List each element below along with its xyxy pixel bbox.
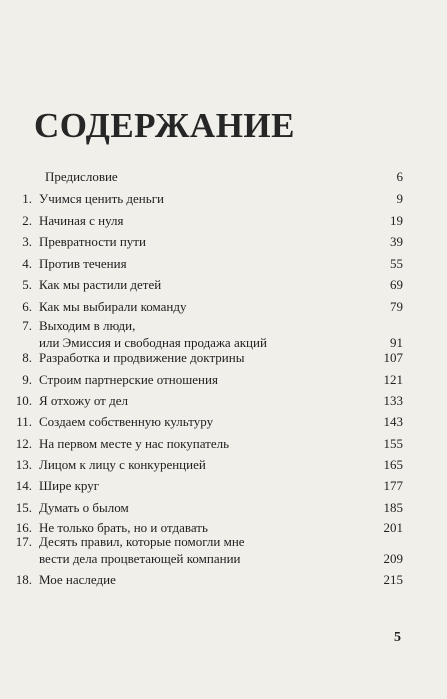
- toc-entry-page: 121: [383, 372, 403, 387]
- toc-entry-title-line: Выходим в люди,: [39, 318, 136, 333]
- toc-entry-number: 7.: [22, 318, 32, 333]
- toc-entry-title: [39, 392, 339, 409]
- toc-entry-number: 12.: [15, 436, 32, 451]
- toc-entry-title: [39, 456, 339, 473]
- toc-entry-title: [39, 276, 339, 293]
- toc-entry-number: 3.: [22, 234, 32, 249]
- toc-entry-page: 39: [390, 234, 403, 249]
- toc-entry-page: 209: [383, 551, 403, 566]
- toc-entry-page: 201: [383, 520, 403, 535]
- toc-entry-title-line: или Эмиссия и свободная продажа акций: [39, 335, 267, 350]
- toc-entry-title: [45, 168, 345, 185]
- toc-entry-page: 133: [383, 393, 403, 408]
- toc-entry-number: 15.: [15, 500, 32, 515]
- toc-entry-number: 6.: [22, 299, 32, 314]
- toc-entry-title: [39, 371, 339, 388]
- toc-entry-title-line: Шире круг: [39, 478, 100, 493]
- toc-entry-title-line: Не только брать, но и отдавать: [39, 520, 208, 535]
- toc-entry-title-line: Учимся ценить деньги: [39, 191, 164, 206]
- toc-entry-title-line: Как мы выбирали команду: [39, 299, 187, 314]
- toc-entry-page: 107: [383, 350, 403, 365]
- toc-entry-page: 155: [383, 436, 403, 451]
- toc-entry-number: 8.: [22, 350, 32, 365]
- toc-entry-number: 1.: [22, 191, 32, 206]
- toc-entry-title: [39, 212, 339, 229]
- toc-entry-page: 91: [390, 335, 403, 350]
- toc-entry-number: 13.: [15, 457, 32, 472]
- toc-entry-title-line: Против течения: [39, 256, 127, 271]
- toc-entry-title: [39, 499, 339, 516]
- toc-entry-number: 2.: [22, 213, 32, 228]
- toc-entry-title: [39, 233, 339, 250]
- toc-entry-title: [39, 435, 339, 452]
- page-title: СОДЕРЖАНИЕ: [34, 106, 296, 145]
- toc-entry-title-line: Я отхожу от дел: [39, 393, 128, 408]
- toc-entry-number: 10.: [15, 393, 32, 408]
- toc-entry-title: [39, 349, 339, 366]
- toc-entry-title: [39, 413, 339, 430]
- toc-entry-title-line: На первом месте у нас покупатель: [39, 436, 230, 451]
- toc-entry-title-line: Десять правил, которые помогли мне: [39, 534, 245, 549]
- toc-entry-page: 177: [383, 478, 403, 493]
- toc-entry-page: 185: [383, 500, 403, 515]
- toc-entry-page: 143: [383, 414, 403, 429]
- toc-entry-title-line: Предисловие: [45, 169, 118, 184]
- toc-entry-title-line: Думать о былом: [39, 500, 129, 515]
- toc-entry-title: [39, 477, 339, 494]
- toc-entry-title-line: Как мы растили детей: [39, 277, 162, 292]
- toc-entry-number: 17.: [15, 534, 32, 549]
- toc-entry-page: 69: [390, 277, 403, 292]
- toc-entry-page: 9: [396, 191, 403, 206]
- toc-entry-title: [39, 571, 339, 588]
- toc-entry-title-line: Лицом к лицу с конкуренцией: [39, 457, 206, 472]
- toc-entry-number: 4.: [22, 256, 32, 271]
- toc-entry-page: 165: [383, 457, 403, 472]
- toc-entry-page: 55: [390, 256, 403, 271]
- toc-entry-title-line: Мое наследие: [39, 572, 116, 587]
- toc-entry-number: 14.: [15, 478, 32, 493]
- toc-entry-title-line: Превратности пути: [39, 234, 146, 249]
- toc-entry-number: 11.: [16, 414, 32, 429]
- toc-entry-number: 16.: [15, 520, 32, 535]
- toc-entry-title-line: Разработка и продвижение доктрины: [39, 350, 245, 365]
- page-number: 5: [394, 630, 401, 645]
- toc-entry-title-line: вести дела процветающей компании: [39, 551, 241, 566]
- toc-entry-page: 215: [383, 572, 403, 587]
- toc-entry-title-line: Начиная с нуля: [39, 213, 124, 228]
- toc-entry-number: 5.: [22, 277, 32, 292]
- toc-entry-title: [39, 190, 339, 207]
- toc-entry-page: 79: [390, 299, 403, 314]
- toc-entry-number: 18.: [15, 572, 32, 587]
- toc-entry-number: 9.: [22, 372, 32, 387]
- toc-entry-title-line: Строим партнерские отношения: [39, 372, 218, 387]
- toc-entry-title-line: Создаем собственную культуру: [39, 414, 214, 429]
- toc-entry-page: 19: [390, 213, 403, 228]
- toc-entry-title: [39, 255, 339, 272]
- toc-entry-title: [39, 298, 339, 315]
- toc-entry-title: [39, 317, 339, 351]
- toc-entry-title: [39, 533, 339, 567]
- toc-entry-page: 6: [396, 169, 403, 184]
